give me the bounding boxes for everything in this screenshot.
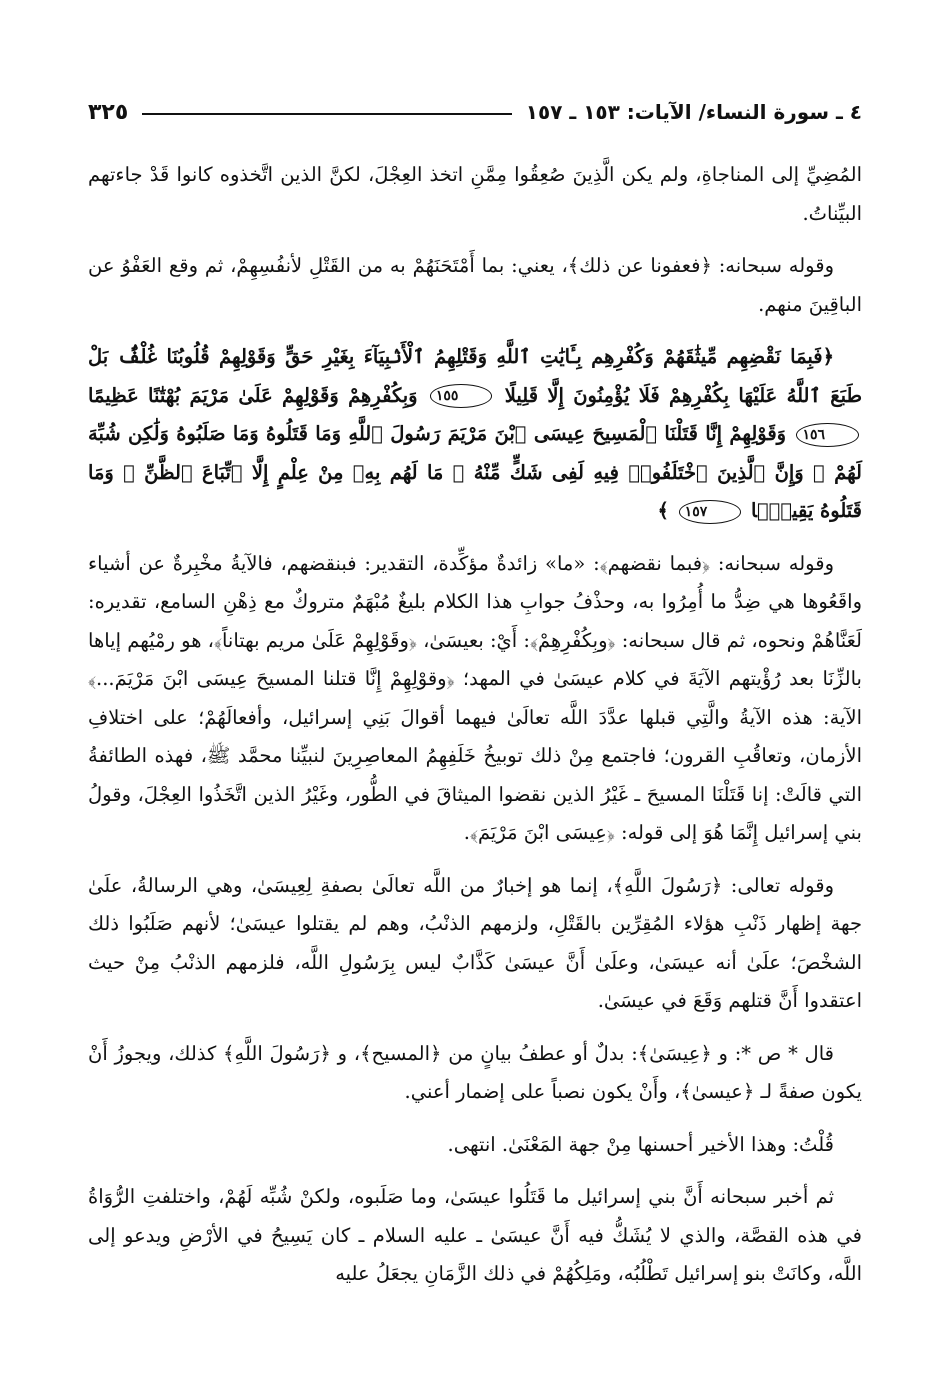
page-number: ٣٢٥: [88, 99, 129, 125]
ayah-number-marker: ١٥٧: [679, 500, 742, 524]
quran-verses: [88, 338, 862, 531]
quran-segment: وَبِكُفْرِهِمْ وَقَوْلِهِمْ عَلَىٰ مَرْيَمَ بُهْتَٰنًا عَظِيمًا: [88, 383, 418, 407]
ayah-number-marker: ١٥٥: [430, 384, 493, 408]
paragraph: وقوله سبحانه: ﴿فبما نقضهم﴾: «ما» زائدةٌ مؤكِّدة، التقدير: فبنقضهم، فالآيةُ مخْبِرةٌ عن أشياء واقَعُوها هي ضِدُّ ما أُمِرُوا به، وحذْفُ جوابِ هذا الكلام بليغٌ مُبْهَمٌ متروكٌ مع ذِهْنِ السامع، تقديره: لَعَنَّاهُمْ ونحوه، ثم قال سبحانه: ﴿وبِكُفْرِهِمْ﴾: أَيْ: بعيسَىٰ، ﴿وقَوْلِهِمْ عَلَىٰ مريم بهتاناً﴾، هو رمْيُهم إياها بالزِّنَا بعد رُؤْيتهم الآيَةَ في كلام عيسَىٰ في المهد؛ ﴿وقوْلِهِمْ إِنَّا قتلنا المسيحَ عِيسَى ابْنَ مَرْيَمَ...﴾ الآية: هذه الآيةُ والَّتِي قبلها عدَّدَ اللَّه تعالَىٰ فيهما أقوالَ بَنِي إسرائيل، وأفعالَهُمْ؛ على اختلافِ الأزمان، وتعاقُبِ القرون؛ فاجتمع مِنْ ذلك توبيخُ خَلَفِهِمُ المعاصِرِينَ لنبيِّنا محمَّد ﷺ، فهذه الطائفةُ التي قالَتْ: إنا قَتَلْنَا المسيحَ ـ غَيْرُ الذين نقضوا الميثاقَ في الطُّور، وغَيْرُ الذين اتَّخَذُوا العِجْلَ، وقولُ بني إسرائيل إِنَّمَا هُوَ إلى قوله: ﴿عِيسَى ابْنَ مَرْيَمَ﴾.: [88, 551, 862, 844]
paragraph: وقوله تعالى: ﴿رَسُولَ اللَّهِ﴾، إنما هو إخبارٌ من اللَّه تعالَىٰ بصفةِ لِعِيسَىٰ، وهي الرسالةُ، علَىٰ جهة إظهار ذَنْبِ هؤلاء المُقِرِّين بالقَتْلِ، ولزمهم الذنْبُ، وهم لم يقتلوا عيسَىٰ؛ لأنهم صَلَبُوا ذلك الشخْصَ؛ علَىٰ أنه عيسَىٰ، وعلَىٰ أَنَّ عيسَىٰ كَذَّابٌ ليس بِرَسُولِ اللَّه، فلزمهم الذنْبُ مِنْ حيث اعتقدوا أَنَّ قتلهم وَقَعَ في عيسَىٰ.: [88, 873, 862, 1012]
page-header: [88, 92, 862, 132]
quran-closing-bracket: ﴾: [657, 499, 669, 522]
paragraph: المُضِيِّ إلى المناجاةِ، ولم يكن الَّذِينَ صُعِقُوا مِمَّنِ اتخذ العِجْلَ، لكنَّ الذين اتَّخذوه كانوا قَدْ جاءتهم البيِّناتُ.: [88, 163, 862, 225]
paragraph: قال * ص *: و ﴿عِيسَىٰ﴾: بدلٌ أو عطفُ بيانٍ من ﴿المسيح﴾، و ﴿رَسُولَ اللَّهِ﴾ كذلك، ويجوزُ أَنْ يكون صفةً لـ ﴿عيسىٰ﴾، وأَنْ يكون نصباً على إضمار أعني.: [88, 1041, 862, 1103]
page-body: [88, 156, 862, 1294]
paragraph: قُلْتُ: وهذا الأخير أحسنها مِنْ جهة المَعْنَىٰ. انتهى.: [447, 1132, 834, 1156]
quran-segment: وَقَوْلِهِمْ إِنَّا قَتَلْنَا ٱلْمَسِيحَ عِيسَى ٱبْنَ مَرْيَمَ رَسُولَ ٱللَّهِ وَمَا قَتَلُوهُ وَمَا صَلَبُوهُ وَلَٰكِن شُبِّهَ لَهُمْ ۚ وَإِنَّ ٱلَّذِينَ ٱخْتَلَفُوا۟ فِيهِ لَفِى شَكٍّ مِّنْهُ ۚ مَا لَهُم بِهِۦ مِنْ عِلْمٍ إِلَّا ٱتِّبَاعَ ٱلظَّنِّ ۚ وَمَا قَتَلُوهُ يَقِينًۢا: [88, 422, 862, 522]
quran-segment: ﴿فَبِمَا نَقْضِهِم مِّيثَٰقَهُمْ وَكُفْرِهِم بِـَٔايَٰتِ ٱللَّهِ وَقَتْلِهِمُ ٱلْأَنۢبِيَآءَ بِغَيْرِ حَقٍّ وَقَوْلِهِمْ قُلُوبُنَا غُلْفٌۢ بَلْ طَبَعَ ٱللَّهُ عَلَيْهَا بِكُفْرِهِمْ فَلَا يُؤْمِنُونَ إِلَّا قَلِيلًا: [88, 345, 862, 407]
ayah-number-marker: ١٥٦: [796, 423, 859, 447]
surah-heading: ٤ ـ سورة النساء/ الآيات: ١٥٣ ـ ١٥٧: [525, 100, 862, 124]
paragraph: ثم أخبر سبحانه أَنَّ بني إسرائيل ما قَتَلُوا عيسَىٰ، وما صَلَبوه، ولكنْ شُبِّه لَهُمْ، واختلفتِ الرُّوَاةُ في هذه القصَّة، والذي لا يُشَكُّ فيه أَنَّ عيسَىٰ ـ عليه السلام ـ كان يَسِيحُ في الأرْضِ ويدعو إلى اللَّه، وكانَتْ بنو إسرائيل تَطْلُبُه، ومَلِكُهُمْ في ذلك الزَّمَانِ يجعَلُ عليه: [88, 1185, 862, 1285]
paragraph: وقوله سبحانه: ﴿فعفونا عن ذلك﴾، يعني: بما أَمْتَحَنَهُمْ به من القَتْلِ لأنفُسِهِمْ، ثم وقع العَفْوُ عن الباقِينَ منهم.: [88, 254, 862, 316]
header-rule: [142, 113, 512, 115]
